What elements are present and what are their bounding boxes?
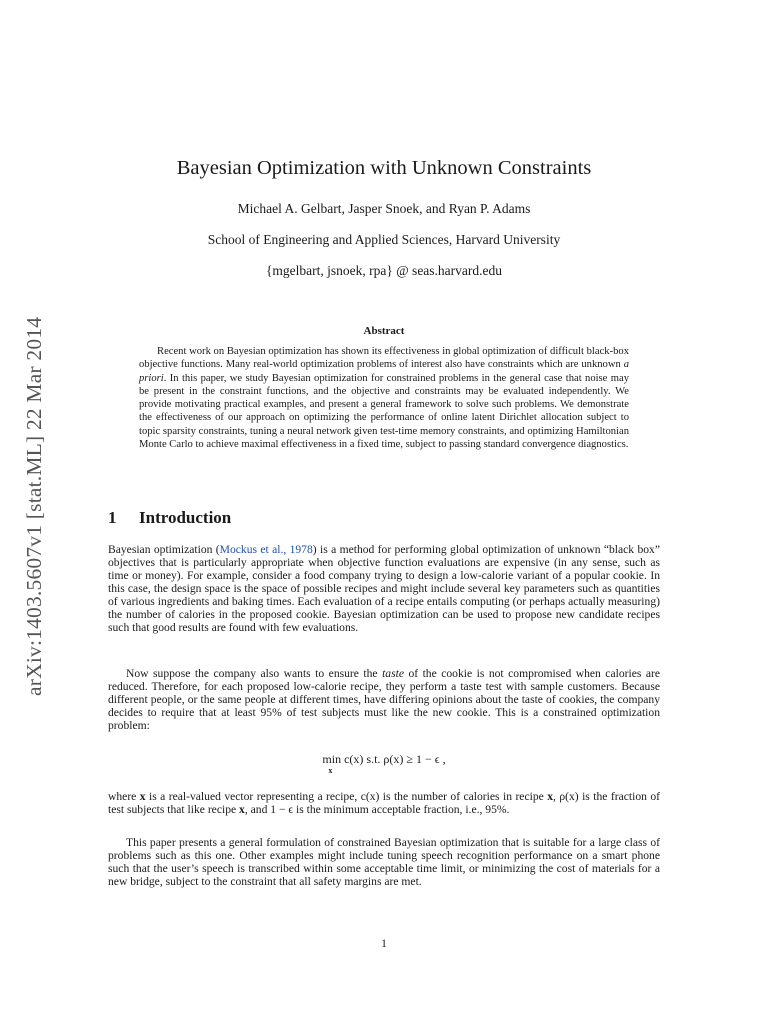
paragraph-1: Bayesian optimization (Mockus et al., 1978) is a method for performing global optimization of unknown “black box” objectives that is particularly appropriate when objective function evaluations are expensive (in any sense, such as time or money). For example, consider a food company trying to design a low-calorie variant of a popular cookie. In this case, the design space is the space of possible recipes and might include several key parameters such as quantities of various ingredients and baking times. Each evaluation of a recipe entails computing (or perhaps actually measuring) the number of calories in the proposed cookie. Bayesian optimization can be used to propose new candidate recipes such that good results are found with few evaluations. — [108, 543, 660, 635]
equation-min: min — [322, 752, 342, 766]
paragraph-4: This paper presents a general formulation of constrained Bayesian optimization that is suitable for a large class of problems such as this one. Other examples might include tuning speech recognition performance on a smart phone such that the user’s speech is transcribed within some acceptable time limit, or minimizing the cost of materials for a new bridge, subject to the constraint that all safety margins are met. — [108, 836, 660, 889]
section-title: Introduction — [139, 508, 232, 527]
citation-link[interactable]: Mockus et al., 1978 — [219, 543, 313, 556]
equation-body: c(x) s.t. ρ(x) ≥ 1 − ϵ , — [341, 752, 446, 766]
affiliation: School of Engineering and Applied Sciences, Harvard University — [207, 232, 561, 247]
equation-subscript: x — [328, 766, 333, 775]
page-number: 1 — [381, 938, 387, 950]
emphasis-taste: taste — [382, 667, 404, 680]
emphasis-a-priori: a priori — [139, 359, 629, 384]
display-equation — [0, 752, 768, 775]
author-list: Michael A. Gelbart, Jasper Snoek, and Ryan P. Adams — [237, 201, 531, 216]
author-email: {mgelbart, jsnoek, rpa} @ seas.harvard.edu — [265, 263, 503, 278]
paper-title: Bayesian Optimization with Unknown Constraints — [176, 157, 592, 179]
abstract-heading: Abstract — [363, 325, 405, 337]
section-heading-introduction — [108, 508, 231, 528]
abstract-body: Recent work on Bayesian optimization has shown its effectiveness in global optimization of difficult black-box objective functions. Many real-world optimization problems of interest also have constraints which are unknown a priori. In this paper, we study Bayesian optimization for constrained problems in the general case that noise may be present in the constraint functions, and the objective and constraints may be evaluated independently. We provide motivating practical examples, and present a general framework to solve such problems. We demonstrate the effectiveness of our approach on optimizing the performance of online latent Dirichlet allocation subject to topic sparsity constraints, tuning a neural network given test-time memory constraints, and optimizing Hamiltonian Monte Carlo to achieve maximal effectiveness in a fixed time, subject to passing standard convergence diagnostics. — [139, 346, 629, 451]
section-number: 1 — [108, 508, 117, 527]
paragraph-3: where x is a real-valued vector representing a recipe, c(x) is the number of calories in recipe x, ρ(x) is the fraction of test subjects that like recipe x, and 1 − ϵ is the minimum acceptable fraction, i.e., 95%. — [108, 790, 660, 817]
paragraph-2: Now suppose the company also wants to ensure the taste of the cookie is not compromised when calories are reduced. Therefore, for each proposed low-calorie recipe, they perform a taste test with sample customers. Because different people, or the same people at different times, have differing opinions about the taste of cookies, the company decides to require that at least 95% of test subjects must like the new cookie. This is a constrained optimization problem: — [108, 667, 660, 733]
arxiv-identifier: arXiv:1403.5607v1 [stat.ML] 22 Mar 2014 — [22, 316, 46, 696]
